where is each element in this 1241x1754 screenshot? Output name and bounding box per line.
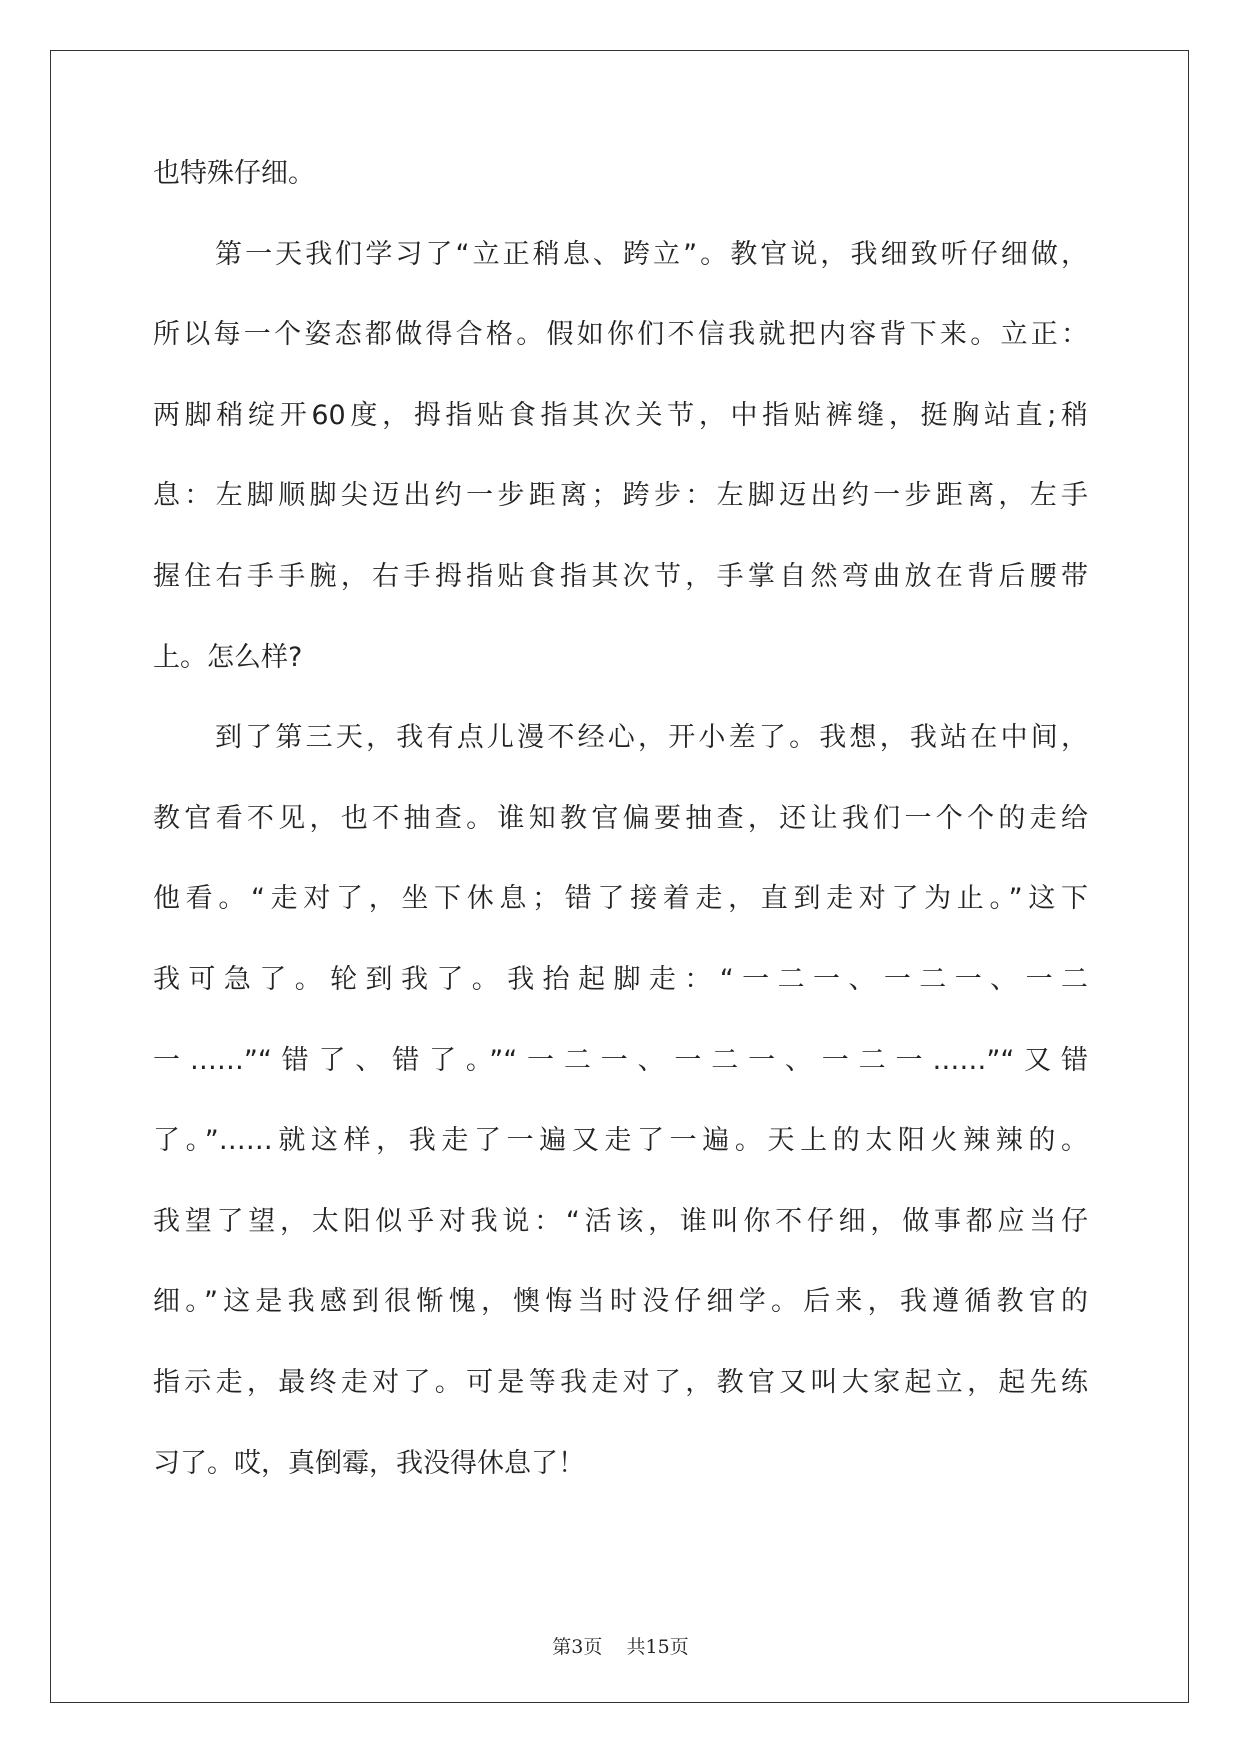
text-line: 息：左脚顺脚尖迈出约一步距离；跨步：左脚迈出约一步距离，左手 [153,480,1088,512]
text-line: 我可急了。轮到我了。我抬起脚走：“一二一、一二一、一二 [153,963,1088,995]
text-line: 上。怎么样? [153,641,303,673]
text-line: 了。”……就这样，我走了一遍又走了一遍。天上的太阳火辣辣的。 [153,1125,1088,1157]
document-body [153,158,1088,1528]
text-line: 细。”这是我感到很惭愧，懊悔当时没仔细学。后来，我遵循教官的 [153,1286,1088,1318]
page-number: 第3页 [552,1636,603,1658]
text-line: 一……”“错了、错了。”“一二一、一二一、一二一……”“又错 [153,1044,1088,1076]
text-line: 也特殊仔细。 [153,158,315,189]
text-line: 两脚稍绽开60度，拇指贴食指其次关节，中指贴裤缝，挺胸站直;稍 [153,399,1088,431]
text-line: 第一天我们学习了“立正稍息、跨立”。教官说，我细致听仔细做， [215,238,1088,270]
text-line: 习了。哎，真倒霉，我没得休息了！ [153,1447,585,1479]
text-line: 他看。“走对了，坐下休息；错了接着走，直到走对了为止。”这下 [153,883,1088,915]
text-line: 我望了望，太阳似乎对我说：“活该，谁叫你不仔细，做事都应当仔 [153,1205,1088,1237]
text-line: 指示走，最终走对了。可是等我走对了，教官又叫大家起立，起先练 [153,1366,1088,1398]
text-line: 握住右手手腕，右手拇指贴食指其次节，手掌自然弯曲放在背后腰带 [153,560,1088,592]
text-line: 教官看不见，也不抽查。谁知教官偏要抽查，还让我们一个个的走给 [153,802,1088,834]
text-line: 所以每一个姿态都做得合格。假如你们不信我就把内容背下来。立正： [153,319,1088,351]
page-footer [0,1632,1241,1659]
text-line: 到了第三天，我有点儿漫不经心，开小差了。我想，我站在中间， [215,722,1088,754]
page-total: 共15页 [626,1636,689,1658]
